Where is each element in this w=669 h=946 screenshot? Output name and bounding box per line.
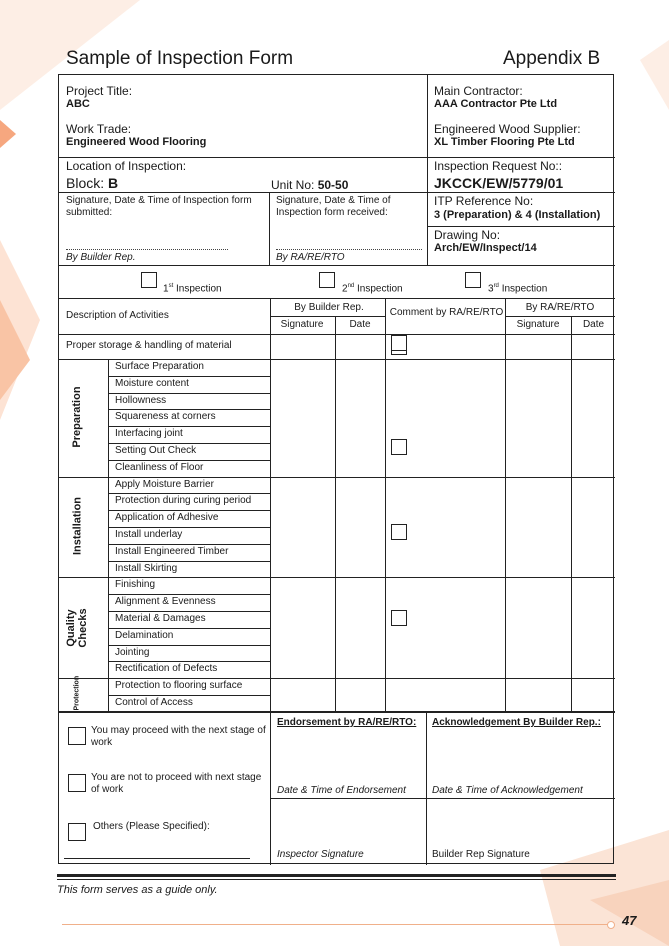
submitted-label: Signature, Date & Time of Inspection form submitted: [66,195,252,218]
block-field: Block: B [66,175,119,191]
activity-row-line [108,611,270,612]
by-builder-rep: By Builder Rep. [66,252,136,263]
activity-item: Interfacing joint [115,428,183,440]
ra-signature-header: Signature [516,319,560,330]
activity-row-line [108,376,270,377]
ra-date-header: Date [582,319,605,330]
inspector-signature: Inspector Signature [277,849,364,860]
supplier-value: XL Timber Flooring Pte Ltd [434,136,575,148]
activity-item: Cleanliness of Floor [115,461,204,473]
group-separator [59,678,615,679]
second-inspection-label: 2nd Inspection [342,283,403,295]
proceed-checkbox[interactable] [68,727,86,745]
group-separator [59,477,615,478]
activity-item: Apply Moisture Barrier [115,478,214,490]
footer-rule [57,874,616,877]
builder-rep-header: By Builder Rep. [294,302,364,313]
second-inspection-checkbox[interactable] [319,272,335,288]
activity-row-line [108,695,270,696]
activity-item: Squareness at corners [115,411,216,423]
activity-row-line [108,527,270,528]
project-title-value: ABC [66,98,90,110]
storage-row-label: Proper storage & handling of material [66,340,232,351]
page-rule-dot [607,921,615,929]
activity-item: Alignment & Evenness [115,596,216,608]
activity-row-line [108,544,270,545]
activity-item: Control of Access [115,697,193,708]
acknowledgement-datetime: Date & Time of Acknowledgement [432,785,583,796]
form-title: Sample of Inspection Form [66,48,294,69]
activity-row-line [108,443,270,444]
builder-date-header: Date [349,319,371,330]
activity-item: Hollowness [115,394,167,406]
activity-row-line [108,645,270,646]
activity-item: Surface Preparation [115,361,204,372]
activity-row-line [108,409,270,410]
builder-rep-signature: Builder Rep Signature [432,849,530,860]
ra-header: By RA/RE/RTO [525,302,595,313]
activity-row-line [108,628,270,629]
supplier-label: Engineered Wood Supplier: [434,122,581,136]
activity-row-line [108,393,270,394]
activity-row-line [108,493,270,494]
location-label: Location of Inspection: [66,159,187,173]
appendix-label: Appendix B [503,48,601,69]
footer-rule-thin [57,879,616,880]
not-proceed-label: You are not to proceed with next stage of work [91,772,262,795]
activity-row-line [108,561,270,562]
activity-item: Install Skirting [115,562,178,574]
activity-item: Delamination [115,629,174,641]
by-ra-re-rto: By RA/RE/RTO [276,252,345,263]
activity-item: Rectification of Defects [115,663,218,675]
page-number: 47 [622,913,637,928]
third-inspection-label: 3rd Inspection [488,283,548,295]
endorsement-title: Endorsement by RA/RE/RTO: [277,717,417,728]
itp-value: 3 (Preparation) & 4 (Installation) [434,209,601,221]
group-label-0: Preparation [71,386,83,448]
activity-item: Application of Adhesive [115,512,219,524]
work-trade-label: Work Trade: [66,122,132,136]
request-no-label: Inspection Request No:: [434,159,563,173]
others-label: Others (Please Specified): [93,821,210,832]
activity-item: Finishing [115,579,156,591]
description-header: Description of Activities [66,310,169,321]
first-inspection-checkbox[interactable] [141,272,157,288]
group-separator [59,577,615,578]
page-rule [62,924,610,925]
request-no-value: JKCCK/EW/5779/01 [434,175,564,191]
activity-item: Install Engineered Timber [115,545,229,557]
group-label-1: Installation [71,496,84,556]
activity-item: Moisture content [115,377,189,389]
comment-checkbox-1[interactable] [391,439,407,455]
acknowledgement-title: Acknowledgement By Builder Rep.: [432,717,601,728]
builder-signature-header: Signature [280,319,324,330]
endorsement-datetime: Date & Time of Endorsement [277,785,406,796]
group-label-2: Quality Checks [65,608,89,648]
main-contractor-label: Main Contractor: [434,84,523,98]
received-label: Signature, Date & Time of Inspection form received: [276,195,391,218]
group-label-3: Protection [73,675,81,711]
main-contractor-value: AAA Contractor Pte Ltd [434,98,558,110]
comment-checkbox-2[interactable] [391,524,407,540]
activity-row-line [108,510,270,511]
others-checkbox[interactable] [68,823,86,841]
activity-row-line [108,594,270,595]
first-inspection-label: 1st Inspection [163,283,222,295]
itp-label: ITP Reference No: [434,194,534,208]
third-inspection-checkbox[interactable] [465,272,481,288]
activity-item: Protection to flooring surface [115,680,243,692]
activity-row-line [108,661,270,662]
footer-note: This form serves as a guide only. [57,884,218,896]
activity-item: Protection during curing period [115,495,252,507]
work-trade-value: Engineered Wood Flooring [66,136,207,148]
activity-item: Material & Damages [115,613,206,624]
unit-field: Unit No: 50-50 [271,178,349,192]
comment-header: Comment by RA/RE/RTO [389,307,504,318]
activity-row-line [108,460,270,461]
comment-checkbox-3[interactable] [391,610,407,626]
activity-item: Jointing [115,646,150,658]
activity-item: Setting Out Check [115,445,197,456]
activity-item: Install underlay [115,529,183,540]
proceed-label: You may proceed with the next stage of work [91,725,266,748]
drawing-value: Arch/EW/Inspect/14 [434,242,537,254]
comment-checkbox-0[interactable] [391,335,407,351]
drawing-label: Drawing No: [434,228,501,242]
inspection-form [58,74,614,864]
not-proceed-checkbox[interactable] [68,774,86,792]
activity-row-line [108,426,270,427]
project-title-label: Project Title: [66,84,133,98]
